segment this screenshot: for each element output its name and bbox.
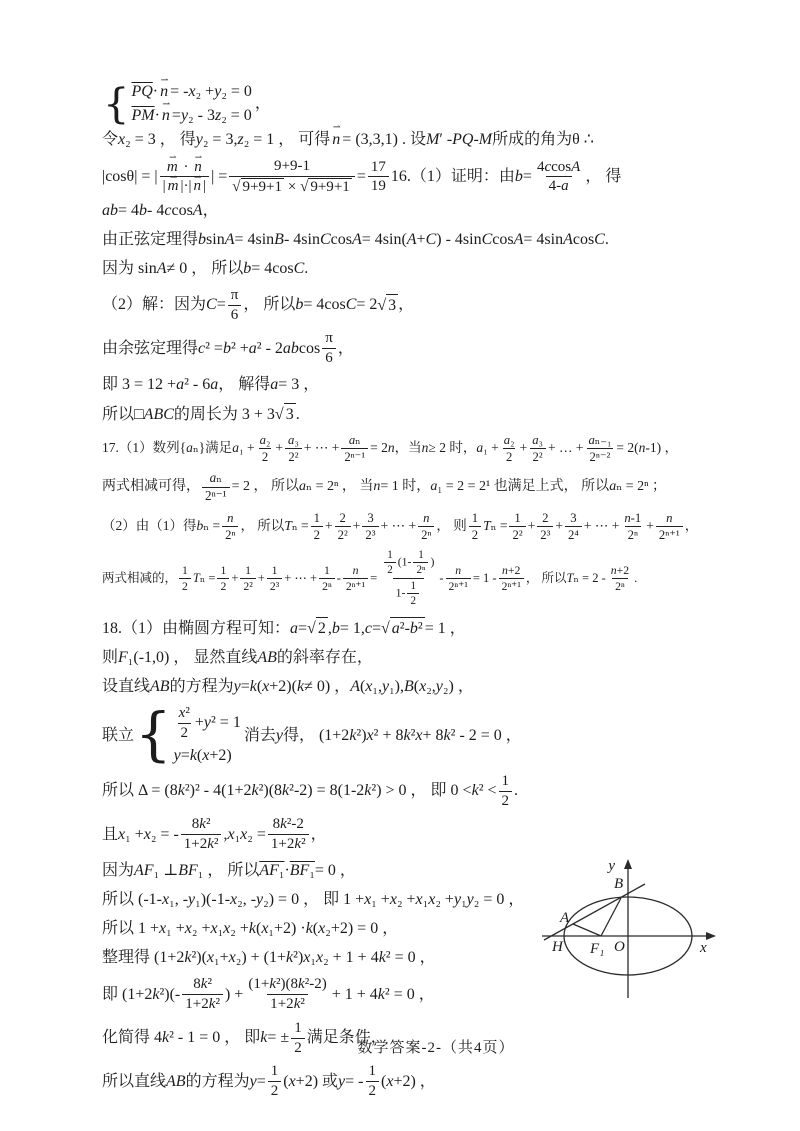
- math-line: 所以 1 + x ₁ + x ₂ + x ₁ x ₂ + k ( x ₁+2) · k ( x ₂+2) = 0 ，: [102, 920, 399, 938]
- origin-label: O: [614, 939, 625, 955]
- ellipse-figure: [536, 856, 794, 1036]
- x-axis-label: x: [700, 940, 707, 956]
- h-point-label: H: [552, 939, 563, 955]
- math-line: 由余弦定理得 c ² = b ² + a ² - 2 ab cos $\frac{\pi}{6}$ ，: [102, 330, 354, 367]
- math-line: 整理得 (1+2 k ²)( x ₁+ x ₂) + (1+ k ²) x ₁ x ₂ + 1 + 4 k ² = 0 ，: [102, 949, 436, 967]
- math-line: 令 x ₂ = 3 ， 得 y ₂ = 3, z ₂ = 1 ， 可得 n ⇀ = (3,3,1) . 设 M ′ - PQ - M 所成的角为θ ∴: [102, 129, 770, 151]
- math-line: |cosθ| = | $\frac{m ⇀ \cdot n ⇀}{| m ⇀ |\cdot| n ⇀ |}$ | = 9+9-1 √ 9+9+1 × √ 9+9+1 = $\frac{17}{19}$ 16.（1）证明：由 b = $\frac{4ccosA}{4-a}$ ， 得: [102, 158, 770, 196]
- y-axis-label: y: [608, 858, 615, 874]
- math-line: 因为 sin A ≠ 0 ， 所以 b = 4cos C .: [102, 259, 309, 277]
- math-line: （2）解：因为 C = $\frac{\pi}{6}$ ， 所以 b = 4cos C = 2 √ 3 ，: [102, 286, 415, 323]
- math-line: 则 F ₁(-1,0) ， 显然直线 AB 的斜率存在，: [102, 649, 373, 667]
- math-line: { $\overline{PQ}$ · n ⇀ = - x ₂ + y ₂ = 0 $\overline{PM}$ · n ⇀ = y ₂ - 3 z ₂ = 0 ，: [102, 82, 770, 126]
- math-line: 设直线 AB 的方程为 y = k ( x +2)( k ≠ 0) ， A ( x ₁, y ₁), B ( x ₂, y ₂) ，: [102, 678, 474, 696]
- math-line: 化简得 4 k ² - 1 = 0 ， 即 k = ± $\frac{1}{2}$ 满足条件，: [102, 1019, 387, 1056]
- math-line: 由正弦定理得 b sin A = 4sin B - 4sin C cos A = 4sin( A + C ) - 4sin C cos A = 4sin A cos C .: [102, 230, 609, 248]
- a-point-label: A: [560, 910, 570, 926]
- segment-f1-b: [601, 898, 621, 936]
- page-footer: 数学答案-2-（共4页）: [357, 1040, 515, 1056]
- math-line: 联立 { $\frac{\text{x²}}{2}$ + y ² = 1 y = k ( x +2) 消去 y 得， (1+2 k ²) x ² + 8 k ² x + 8 k ² - 2 = 0 ，: [102, 701, 522, 769]
- math-line: 所以 (-1- x ₁, - y ₁)(-1- x ₂, - y ₂) = 0 ， 即 1 + x ₁ + x ₂ + x ₁ x ₂ + y ₁ y ₂ = 0 ，: [102, 891, 525, 909]
- math-line: ab = 4 b - 4 c cos A ，: [102, 201, 219, 219]
- math-line: 两式相减可得， $\frac{\text{aₙ}}{\text{2ⁿ⁻¹}}$ = 2 ， 所以 a ₙ = 2ⁿ ， 当 n = 1 时， a ₁ = 2 = 2¹ 也满足上式， 所以 a ₙ = 2ⁿ ；: [102, 470, 667, 503]
- math-line: 即 3 = 12 + a ² - 6 a ， 解得 a = 3 ，: [102, 376, 320, 394]
- math-line: 所以 Δ = (8 k ²)² - 4(1+2 k ²)(8 k ²-2) = 8(1-2 k ²) > 0 ， 即 0 < k ² < $\frac{1}{2}$ .: [102, 772, 519, 809]
- math-line: （2）由（1）得 b ₙ = $\frac{n}{\text{2ⁿ}}$ ， 所以 T ₙ = $\frac{1}{2}$ + $\frac{2}{\text{2²}}$ + $\frac{3}{\text{2³}}$ + ⋯ + $\frac{n}{\text{2ⁿ}}$ ， 则 $\frac{1}{2}$ T ₙ = $\frac{1}{\text{2²}}$ + $\frac{2}{\text{2³}}$ + $\frac{3}{\text{2⁴}}$ + ⋯ + $\frac{n-1}{\text{2ⁿ}}$ + $\frac{n}{\text{2ⁿ⁺¹}}$ ，: [102, 510, 699, 542]
- math-line: 两式相减的， $\frac{1}{2}$ T ₙ = $\frac{1}{2}$ + $\frac{1}{\text{2²}}$ + $\frac{1}{\text{2³}}$ + ⋯ + $\frac{1}{\text{2ⁿ}}$ - $\frac{n}{\text{2ⁿ⁺¹}}$ = $\frac{1}{2}$ (1- $\frac{1}{\text{2ⁿ}}$ ) 1- $\frac{1}{2}$ - $\frac{n}{\text{2ⁿ⁺¹}}$ = 1 - $\frac{n+2}{\text{2ⁿ⁺¹}}$ ， 所以 T ₙ = 2 - $\frac{n+2}{\text{2ⁿ}}$ .: [102, 548, 638, 608]
- math-line: 所以直线 AB 的方程为 y = $\frac{1}{2}$ ( x +2) 或 y = - $\frac{1}{2}$ ( x +2) ，: [102, 1063, 436, 1100]
- math-line: 18.（1）由椭圆方程可知： a = √ 2 , b = 1, c = √ a²-b² = 1 ，: [102, 617, 770, 640]
- math-line: 17.（1）数列{ a ₙ}满足 a ₁ + $\frac{\text{a₂}}{2}$ + $\frac{\text{a₃}}{\text{2²}}$ + ⋯ + $\frac{\text{aₙ}}{\text{2ⁿ⁻¹}}$ = 2 n ，当 n ≥ 2 时， a ₁ + $\frac{\text{a₂}}{2}$ + $\frac{\text{a₃}}{\text{2²}}$ + … + $\frac{\text{aₙ₋₁}}{\text{2ⁿ⁻²}}$ = 2( n -1) ，: [102, 432, 679, 464]
- y-axis-arrow: [624, 859, 632, 869]
- focus-f1-label: F₁: [590, 941, 605, 957]
- math-line: 因为 AF ₁ ⊥ BF ₁ ， 所以 AF₁ · BF₁ = 0 ，: [102, 862, 356, 880]
- x-axis-arrow: [706, 932, 716, 940]
- b-point-label: B: [614, 876, 624, 892]
- math-line: 所以□ ABC 的周长为 3 + 3 √ 3 .: [102, 403, 770, 426]
- math-line: 即 (1+2 k ²)(- $\frac{\text{8k²}}{\text{1+2k²}}$ ) + $\frac{\text{(1+k²)(8k²-2)}}{\text{1+2k²}}$ + 1 + 4 k ² = 0 ，: [102, 976, 435, 1012]
- segment-a-f1: [573, 924, 601, 936]
- math-line: 且 x ₁ + x ₂ = - $\frac{\text{8k²}}{\text{1+2k²}}$ , x ₁ x ₂ = $\frac{\text{8k²-2}}{\text{1+2k²}}$ ，: [102, 816, 327, 853]
- ellipse-figure-svg: [536, 856, 794, 1036]
